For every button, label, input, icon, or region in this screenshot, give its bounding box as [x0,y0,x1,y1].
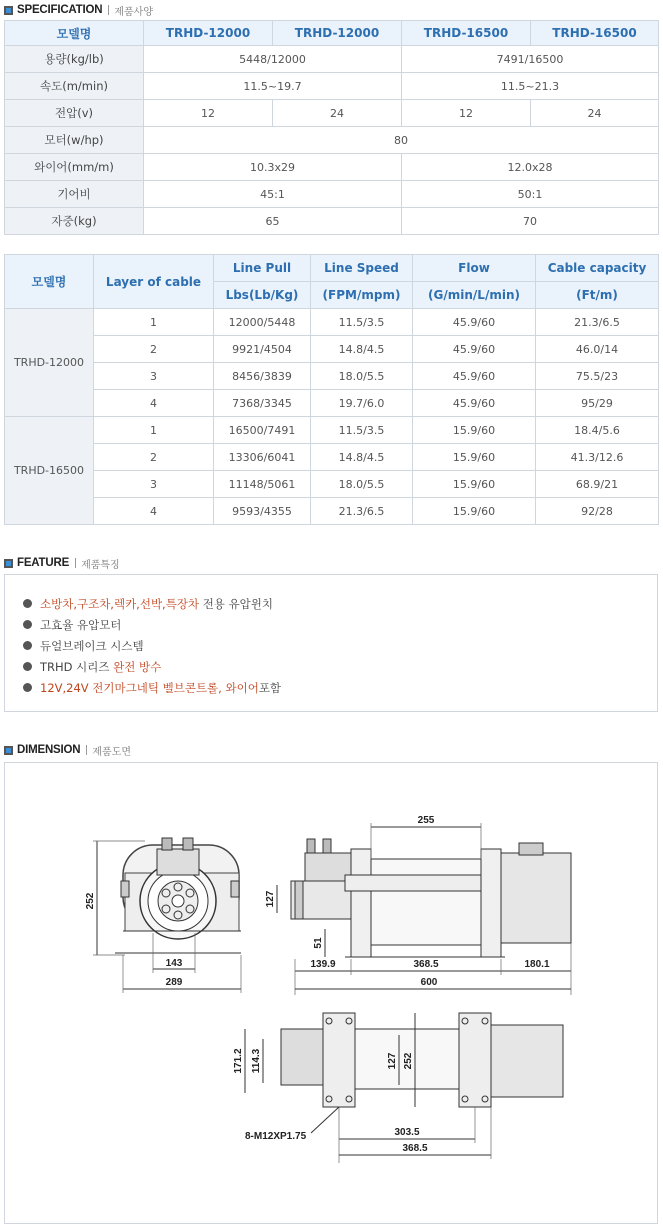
spec-cell: 5448/12000 [144,46,402,73]
spec-title: SPECIFICATION [17,4,103,16]
cable-cell: 45.9/60 [413,336,536,363]
dim-label: 127 [265,890,276,908]
feature-section-header [4,555,120,571]
dim-label: 368.5 [402,1143,428,1154]
dim-label: 143 [165,958,183,969]
feature-title: FEATURE [17,557,70,569]
spec-cell: 80 [144,127,659,154]
cable-cell: 19.7/6.0 [311,390,413,417]
spec-cell: 70 [402,208,659,235]
spec-row-wire [5,154,659,181]
cable-header-speed-unit: (FPM/mpm) [311,282,413,309]
cable-cell: 11.5/3.5 [311,417,413,444]
top-view [233,1013,563,1163]
dim-label: 600 [420,977,438,988]
spec-cell: 12.0x28 [402,154,659,181]
cable-model-cell: TRHD-16500 [5,417,94,525]
section-square-icon [4,6,13,15]
cable-cell: 15.9/60 [413,471,536,498]
cable-cell: 7368/3345 [214,390,311,417]
spec-cell: 24 [273,100,402,127]
table-row [5,363,659,390]
feature-text: 고효율 유압모터 [40,617,122,632]
cable-cell: 92/28 [536,498,659,525]
spec-cell: 24 [531,100,659,127]
feature-subtitle: 제품특징 [81,559,120,571]
feature-list [23,593,281,698]
spec-header-label: 모델명 [5,21,144,46]
feature-text: 전용 유압윈치 [199,596,274,611]
dim-label: 114.3 [251,1048,262,1074]
cable-model-cell: TRHD-12000 [5,309,94,417]
feature-item [23,656,281,677]
spec-cell: 12 [144,100,273,127]
cable-header-speed: Line Speed [311,255,413,282]
feature-item [23,614,281,635]
spec-row-label: 자중(kg) [5,208,144,235]
side-view [265,815,571,995]
cable-cell: 9593/4355 [214,498,311,525]
dim-label: 289 [165,977,183,988]
cable-cell: 18.4/5.6 [536,417,659,444]
spec-row-capacity [5,46,659,73]
cable-cell: 68.9/21 [536,471,659,498]
spec-row-motor [5,127,659,154]
section-square-icon [4,559,13,568]
cable-header-pull: Line Pull [214,255,311,282]
spec-row-weight [5,208,659,235]
spec-header-model: TRHD-12000 [144,21,273,46]
spec-row-label: 기어비 [5,181,144,208]
cable-cell: 3 [94,471,214,498]
cable-cell: 4 [94,498,214,525]
spec-row-label: 와이어(mm/m) [5,154,144,181]
feature-highlight: 완전 방수 [113,659,162,674]
table-row [5,390,659,417]
dim-label: 303.5 [394,1127,420,1138]
cable-cell: 3 [94,363,214,390]
cable-cell: 41.3/12.6 [536,444,659,471]
cable-cell: 1 [94,309,214,336]
spec-section-header [4,2,153,18]
divider [108,5,109,15]
cable-header-capacity-unit: (Ft/m) [536,282,659,309]
cable-header-pull-unit: Lbs(Lb/Kg) [214,282,311,309]
spec-header-model: TRHD-12000 [273,21,402,46]
cable-table [4,254,659,525]
table-row [5,498,659,525]
spec-row-speed [5,73,659,100]
spec-cell: 11.5~21.3 [402,73,659,100]
bullet-icon [23,683,32,692]
spec-subtitle: 제품사양 [114,6,153,18]
dimension-section-header [4,742,131,758]
cable-cell: 15.9/60 [413,498,536,525]
bullet-icon [23,620,32,629]
spec-header-model: TRHD-16500 [402,21,531,46]
cable-cell: 1 [94,417,214,444]
dim-label: 127 [387,1052,398,1070]
dimension-title: DIMENSION [17,744,81,756]
cable-cell: 2 [94,336,214,363]
section-square-icon [4,746,13,755]
spec-cell: 50:1 [402,181,659,208]
cable-cell: 21.3/6.5 [311,498,413,525]
front-view [85,838,241,993]
dimension-subtitle: 제품도면 [92,746,132,758]
dim-label: 252 [85,892,96,910]
cable-cell: 75.5/23 [536,363,659,390]
cable-cell: 15.9/60 [413,444,536,471]
table-row [5,471,659,498]
spec-table [4,20,659,235]
table-row [5,444,659,471]
spec-header-model: TRHD-16500 [531,21,659,46]
dim-label: 8-M12XP1.75 [245,1131,307,1142]
cable-header-model: 모델명 [5,255,94,309]
cable-cell: 4 [94,390,214,417]
bullet-icon [23,599,32,608]
spec-cell: 11.5~19.7 [144,73,402,100]
spec-row-label: 속도(m/min) [5,73,144,100]
cable-cell: 14.8/4.5 [311,444,413,471]
bullet-icon [23,641,32,650]
dim-label: 139.9 [310,959,336,970]
spec-row-label: 모터(w/hp) [5,127,144,154]
dimension-drawing [5,763,658,1224]
table-row [5,417,659,444]
spec-row-gear [5,181,659,208]
dim-label: 180.1 [524,959,550,970]
dim-label: 171.2 [233,1048,244,1074]
dim-label: 255 [417,815,435,826]
cable-cell: 11148/5061 [214,471,311,498]
spec-cell: 7491/16500 [402,46,659,73]
spec-row-label: 용량(kg/lb) [5,46,144,73]
cable-cell: 13306/6041 [214,444,311,471]
cable-cell: 11.5/3.5 [311,309,413,336]
dim-label: 252 [403,1052,414,1070]
spec-row-voltage [5,100,659,127]
cable-header-flow: Flow [413,255,536,282]
spec-cell: 12 [402,100,531,127]
cable-cell: 95/29 [536,390,659,417]
cable-cell: 14.8/4.5 [311,336,413,363]
feature-highlight: 소방차,구조차,렉카,선박,특장차 [40,596,200,611]
spec-cell: 45:1 [144,181,402,208]
table-row [5,336,659,363]
spec-cell: 65 [144,208,402,235]
feature-item [23,593,281,614]
dim-label: 51 [313,937,324,949]
spec-cell: 10.3x29 [144,154,402,181]
bullet-icon [23,662,32,671]
cable-cell: 15.9/60 [413,417,536,444]
cable-cell: 45.9/60 [413,390,536,417]
spec-row-label: 전압(v) [5,100,144,127]
feature-text: 듀얼브레이크 시스템 [40,638,144,653]
cable-cell: 9921/4504 [214,336,311,363]
cable-cell: 16500/7491 [214,417,311,444]
cable-cell: 18.0/5.5 [311,471,413,498]
cable-cell: 45.9/60 [413,309,536,336]
cable-cell: 12000/5448 [214,309,311,336]
cable-cell: 46.0/14 [536,336,659,363]
cable-cell: 8456/3839 [214,363,311,390]
feature-highlight: 12V,24V 전기마그네틱 벨브콘트롤, 와이어 [40,680,259,695]
cable-header-flow-unit: (G/min/L/min) [413,282,536,309]
feature-box [4,574,658,712]
cable-cell: 45.9/60 [413,363,536,390]
divider [86,745,87,755]
feature-text: 포함 [258,680,282,695]
dimension-box [4,762,658,1224]
cable-header-layer: Layer of cable [94,255,214,309]
dim-label: 368.5 [413,959,439,970]
cable-cell: 18.0/5.5 [311,363,413,390]
cable-header-capacity: Cable capacity [536,255,659,282]
feature-item [23,677,281,698]
feature-item [23,635,281,656]
cable-cell: 2 [94,444,214,471]
divider [75,558,76,568]
cable-cell: 21.3/6.5 [536,309,659,336]
table-row [5,309,659,336]
feature-text: TRHD 시리즈 [40,659,114,674]
